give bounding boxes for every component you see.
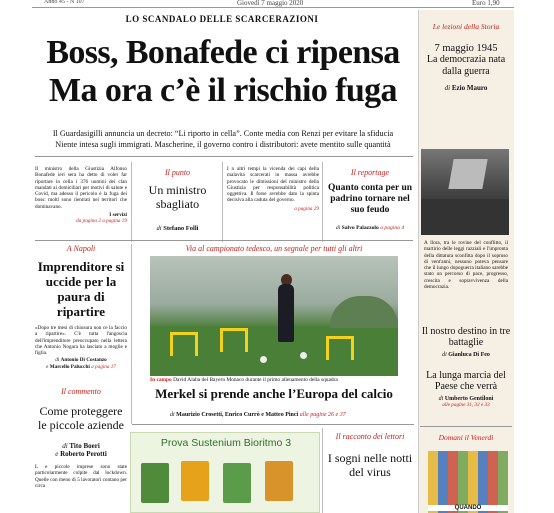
- commento-label: Il commento: [61, 387, 101, 396]
- napoli-title: Imprenditore si uccide per la paura di ripartire: [37, 259, 125, 319]
- destino-title: Il nostro destino in tre battaglie: [421, 326, 511, 348]
- ad-product: [141, 463, 169, 503]
- issue-date: Giovedì 7 maggio 2020: [237, 0, 304, 7]
- commento-text: L e piccole imprese sono state particolarmente colpite dal lockdown. Quelle con meno di 5 lavoratori contano per circa: [35, 464, 127, 489]
- lezioni-byline: di Ezio Mauro: [444, 84, 488, 92]
- column-divider: [222, 162, 223, 242]
- lezioni-label: Le lezioni della Storia: [432, 22, 500, 31]
- reportage[interactable]: [326, 168, 414, 231]
- lezioni-date: 7 maggio 1945: [434, 43, 498, 54]
- subhead-line-2: Niente intesa sugli immigrati. Mascherine, il governo contro i distributori: avete mentito sulle quantità: [55, 140, 391, 149]
- racconto-title: I sogni nelle notti del virus: [327, 451, 413, 479]
- lezioni-block[interactable]: [420, 22, 512, 92]
- photo-caption: In campo David Alaba del Bayern Monaco durante il primo allenamento della squadra: [150, 377, 338, 383]
- kicker: LO SCANDALO DELLE SCARCERAZIONI: [125, 14, 319, 24]
- calcio-byline: di Maurizio Crosetti, Enrico Currò e Matteo Pinci alle pagine 26 e 37: [170, 412, 346, 418]
- napoli-text: «Dopo tre mesi di chiusura non ce la faccio a ripartire». C'è tutta l'angoscia dell'imprenditore preoccupato nella lettera che Antonio Nogara ha lasciato a moglie e figlia.: [35, 325, 127, 357]
- venerdi-label: Domani il Venerdì: [438, 433, 494, 442]
- il-punto-byline: di Stefano Folli: [156, 225, 199, 232]
- il-punto[interactable]: [135, 168, 220, 232]
- destino-block[interactable]: [420, 326, 512, 358]
- reportage-title: Quanto conta per un padrino tornare nel suo feudo: [327, 183, 413, 215]
- marcia-title: La lunga marcia del Paese che verrà: [426, 370, 506, 392]
- main-headline: [32, 34, 414, 110]
- football-training-photo: [150, 256, 398, 376]
- column-divider: [131, 162, 132, 242]
- commento-title: Come proteggere le piccole aziende: [38, 404, 124, 432]
- subhead-line-1: Il Guardasigilli annuncia un decreto: “Li riporto in cella”. Conte media con Renzi per evitare la sfiducia: [52, 129, 394, 138]
- marcia-byline: di Umberto Gentiloni: [438, 396, 494, 402]
- lead-pages[interactable]: da pagina 2 a pagina 19: [76, 218, 127, 225]
- divider: [35, 240, 413, 241]
- sustenium-ad[interactable]: [130, 432, 320, 513]
- ad-product: [223, 463, 251, 503]
- calcio-title[interactable]: Merkel si prende anche l’Europa del calcio: [155, 386, 393, 401]
- column-divider: [131, 244, 132, 424]
- commento-byline-1: di Tito Boeri: [62, 442, 100, 450]
- ad-product: [265, 461, 293, 501]
- lezioni-text: A llora, tra le rovine del conflitto, il martirio delle leggi razziali e l'impronta della dittatura sconfitta dopo il sopruso di vent'anni, nessuno poteva pensare che il lungo dopoguerra italiano sarebbe stato un percorso di pace, progresso, crescita e sopravvivenza della democrazia.: [424, 240, 508, 291]
- reportage-label: Il reportage: [350, 168, 390, 177]
- commento-byline-2: e Roberto Perotti: [55, 450, 107, 458]
- il-punto-label: Il punto: [164, 168, 191, 177]
- commento-story[interactable]: [35, 387, 127, 489]
- subheadline: [32, 128, 414, 150]
- column-divider: [322, 428, 323, 513]
- lezioni-title: La democrazia nata dalla guerra: [426, 54, 506, 77]
- edition-number: Anno 45 - N 107: [44, 0, 85, 5]
- marcia-pages[interactable]: alle pagine 31, 32 e 33: [442, 402, 490, 408]
- ad-product: [181, 461, 209, 501]
- masthead-bar: [32, 0, 514, 8]
- napoli-label: A Napoli: [66, 244, 96, 253]
- divider: [132, 424, 414, 425]
- reportage-byline: di Salvo Palazzolo a pagina 4: [335, 225, 405, 231]
- headline-line-2: Ma ora c’è il rischio fuga: [49, 72, 397, 109]
- ad-title: Prova Sustenium Bioritmo 3: [160, 437, 292, 449]
- il-punto-title: Un ministro sbagliato: [148, 183, 207, 211]
- middle-pages[interactable]: a pagina 29: [294, 205, 319, 212]
- napoli-byline: di Antonio Di Costanzo: [55, 357, 107, 364]
- venerdi-caption: QUANDO: [428, 505, 508, 511]
- racconto[interactable]: [326, 432, 414, 479]
- venerdi-cover[interactable]: [428, 451, 508, 513]
- marcia-block[interactable]: [420, 370, 512, 408]
- napoli-story[interactable]: A Napoli Imprenditore si uccide per la paura di ripartire «Dopo tre mesi di chiusura non ce la faccio a ripartire». C'è tutta l'angoscia dell'imprenditore preoccupato nella lettera che Antonio Nogara ha lasciato a moglie e figlia. di Antonio Di Costanzo e Marcello Palucchi a pagina 17: [35, 244, 127, 370]
- racconto-label: Il racconto dei lettori: [335, 432, 405, 441]
- servizi-tag: I servizi: [109, 212, 127, 219]
- middle-article: I n altri tempi la vicenda dei capi della malavita scarcerati in massa avrebbe provocato le dimissioni del ministro della Giustizia per responsabilità politica oggettiva. Il forse avrebbe dato la spinta decisiva alla caduta del governo. a pagina 29: [227, 166, 319, 212]
- headline-line-1: Boss, Bonafede ci ripensa: [46, 34, 400, 71]
- calcio-label: Via al campionato tedesco, un segnale per tutti gli altri: [185, 244, 363, 253]
- wartime-photo: [421, 149, 509, 235]
- price: Euro 1,90: [472, 0, 500, 7]
- column-divider: [322, 162, 323, 242]
- destino-byline: di Gianluca Di Feo: [442, 352, 490, 358]
- lead-story-text: Il ministro della Giustizia Alfonso Bonafede ieri sera ha detto di voler far riportare in cella i 376 uomini dei clan mandati ai domiciliari per motivi di salute e Covid, ma adesso il pericolo è la fuga dei boss: molti sono rientrati nei territori che dominavano. I servizi da pagina 2 a pagina 19: [35, 166, 127, 225]
- divider: [35, 156, 413, 157]
- divider: [420, 426, 512, 427]
